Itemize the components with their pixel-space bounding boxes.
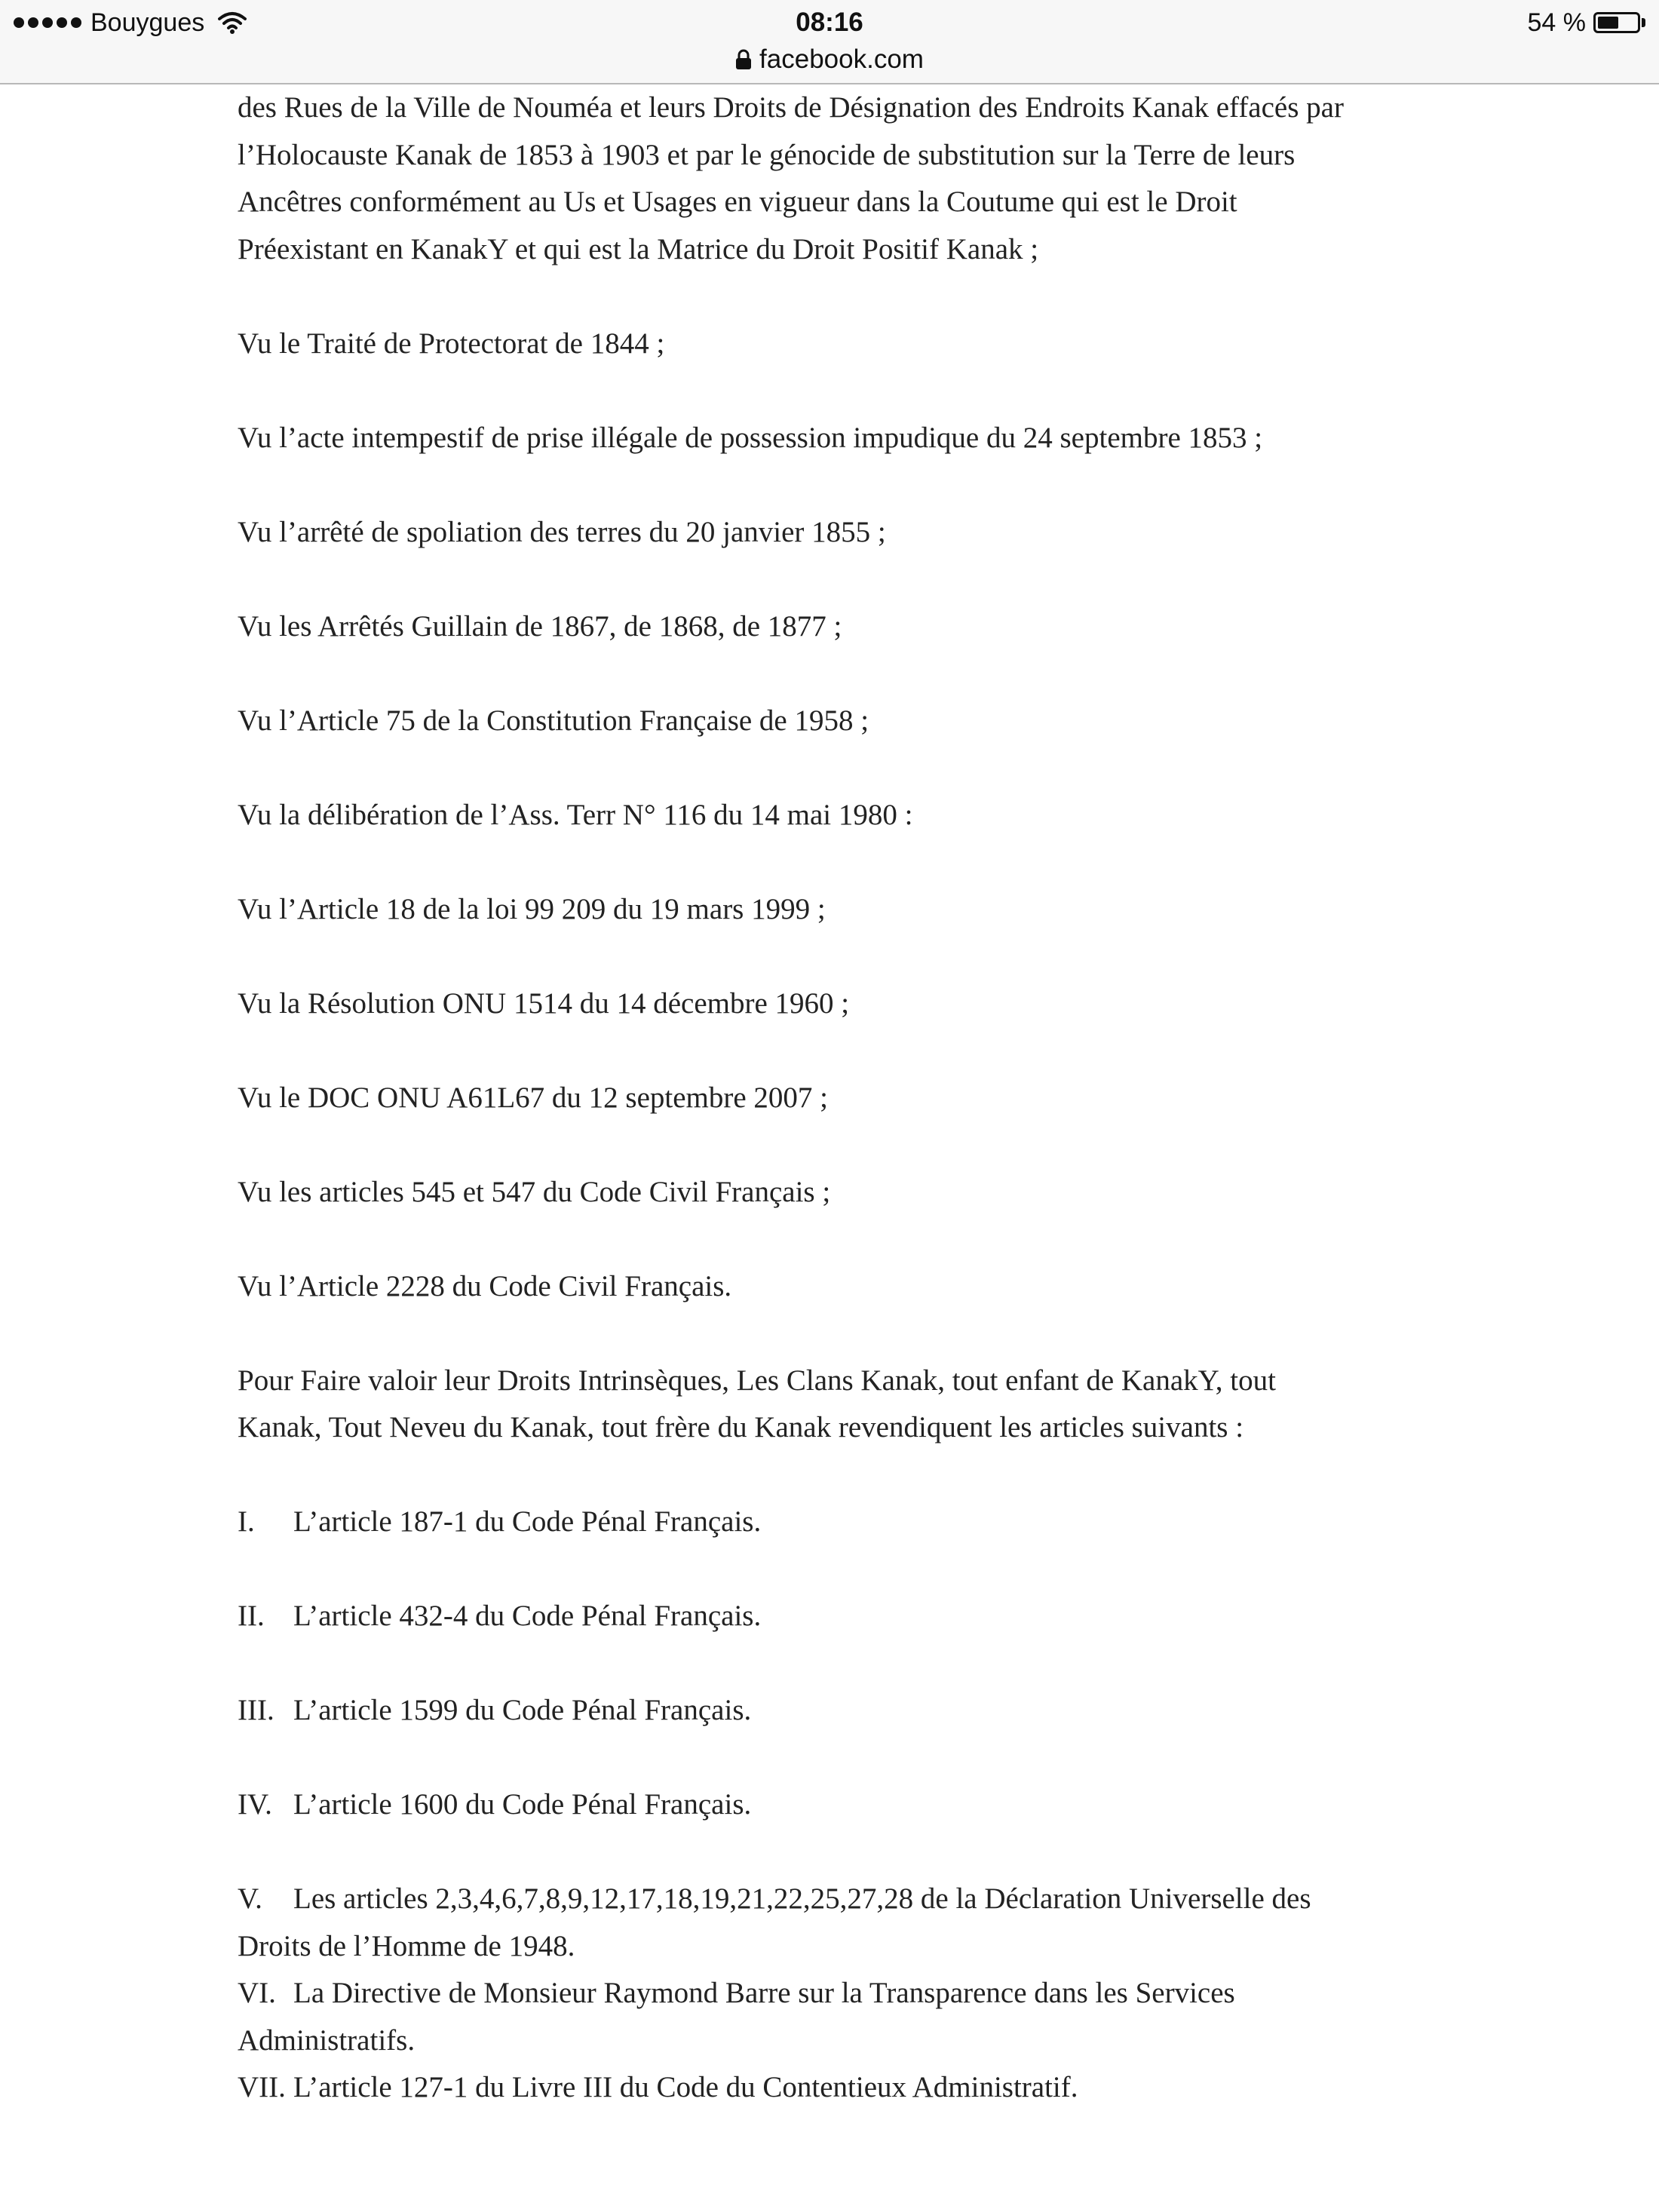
- intro-line: Ancêtres conformément au Us et Usages en vigueur dans la Coutume qui est le Droit: [238, 186, 1237, 218]
- article-number: IV.: [238, 1788, 272, 1821]
- article-text: L’article 187-1 du Code Pénal Français.: [293, 1505, 762, 1538]
- status-bar: [0, 0, 1659, 84]
- article-text: V. Les articles 2,3,4,6,7,8,9,12,17,18,19,21,22,25,27,28 de la Déclaration Universelle des: [238, 1876, 1444, 1923]
- consideration-line: Vu la Résolution ONU 1514 du 14 décembre 1960 ;: [238, 986, 850, 1020]
- article-text: L’article 1599 du Code Pénal Français.: [293, 1694, 752, 1726]
- article-item: [238, 1593, 1444, 1640]
- battery-icon: [1593, 12, 1640, 33]
- consideration-line: Vu l’acte intempestif de prise illégale de possession impudique du 24 septembre 1853 ;: [238, 421, 1263, 454]
- document-body: [238, 84, 1444, 2112]
- article-number: III.: [238, 1694, 274, 1726]
- article-item: [238, 1781, 1444, 1829]
- battery-tip: [1642, 18, 1645, 27]
- url-bar[interactable]: [0, 42, 1659, 77]
- consideration-line: Vu le Traité de Protectorat de 1844 ;: [238, 327, 665, 360]
- consideration-line: Vu les articles 545 et 547 du Code Civil Français ;: [238, 1175, 831, 1208]
- consideration-line: Vu les Arrêtés Guillain de 1867, de 1868, de 1877 ;: [238, 609, 842, 643]
- article-item: [238, 1687, 1444, 1735]
- article-number: V.: [238, 1882, 262, 1915]
- consideration-line: Vu l’Article 2228 du Code Civil Français.: [238, 1269, 732, 1302]
- article-text: L’article 432-4 du Code Pénal Français.: [293, 1600, 762, 1632]
- article-item: [238, 1499, 1444, 1546]
- claim-paragraph: [238, 1358, 1444, 1452]
- article-text: VI. La Directive de Monsieur Raymond Barre sur la Transparence dans les Services: [238, 1970, 1444, 2017]
- article-number: VI.: [238, 1977, 276, 2009]
- article-text: Administratifs.: [238, 2023, 416, 2057]
- article-text: Droits de l’Homme de 1948.: [238, 1929, 575, 1962]
- article-item: [238, 2064, 1444, 2112]
- claim-line: Kanak, Tout Neveu du Kanak, tout frère du Kanak revendiquent les articles suivants :: [238, 1411, 1244, 1443]
- intro-line: des Rues de la Ville de Nouméa et leurs Droits de Désignation des Endroits Kanak effacés par: [238, 91, 1344, 124]
- consideration-line: Vu la délibération de l’Ass. Terr N° 116 du 14 mai 1980 :: [238, 798, 913, 831]
- battery-percent: 54 %: [1527, 8, 1586, 37]
- article-number: II.: [238, 1600, 265, 1632]
- url-domain[interactable]: facebook.com: [759, 44, 924, 74]
- carrier-name: Bouygues: [90, 8, 205, 37]
- article-item: [238, 1970, 1444, 2064]
- article-item: [238, 1876, 1444, 1970]
- intro-line: Préexistant en KanakY et qui est la Matrice du Droit Positif Kanak ;: [238, 232, 1039, 265]
- status-right: [1528, 6, 1646, 39]
- consideration-line: Vu le DOC ONU A61L67 du 12 septembre 2007 ;: [238, 1081, 828, 1114]
- consideration-line: Vu l’Article 18 de la loi 99 209 du 19 mars 1999 ;: [238, 892, 826, 925]
- article-text: VII. L’article 127-1 du Livre III du Code du Contentieux Administratif.: [238, 2064, 1444, 2112]
- article-number: I.: [238, 1505, 255, 1538]
- intro-line: l’Holocauste Kanak de 1853 à 1903 et par le génocide de substitution sur la Terre de leurs: [238, 138, 1296, 171]
- status-time: 08:16: [796, 8, 863, 37]
- article-number: VII.: [238, 2071, 286, 2103]
- claim-line: Pour Faire valoir leur Droits Intrinsèques, Les Clans Kanak, tout enfant de KanakY, tout: [238, 1364, 1276, 1397]
- consideration-line: Vu l’arrêté de spoliation des terres du 20 janvier 1855 ;: [238, 515, 886, 548]
- battery-fill: [1598, 17, 1618, 29]
- intro-paragraph: [238, 84, 1444, 273]
- consideration-line: Vu l’Article 75 de la Constitution Française de 1958 ;: [238, 704, 869, 737]
- lock-icon: [735, 49, 752, 70]
- article-text: L’article 1600 du Code Pénal Français.: [293, 1788, 752, 1821]
